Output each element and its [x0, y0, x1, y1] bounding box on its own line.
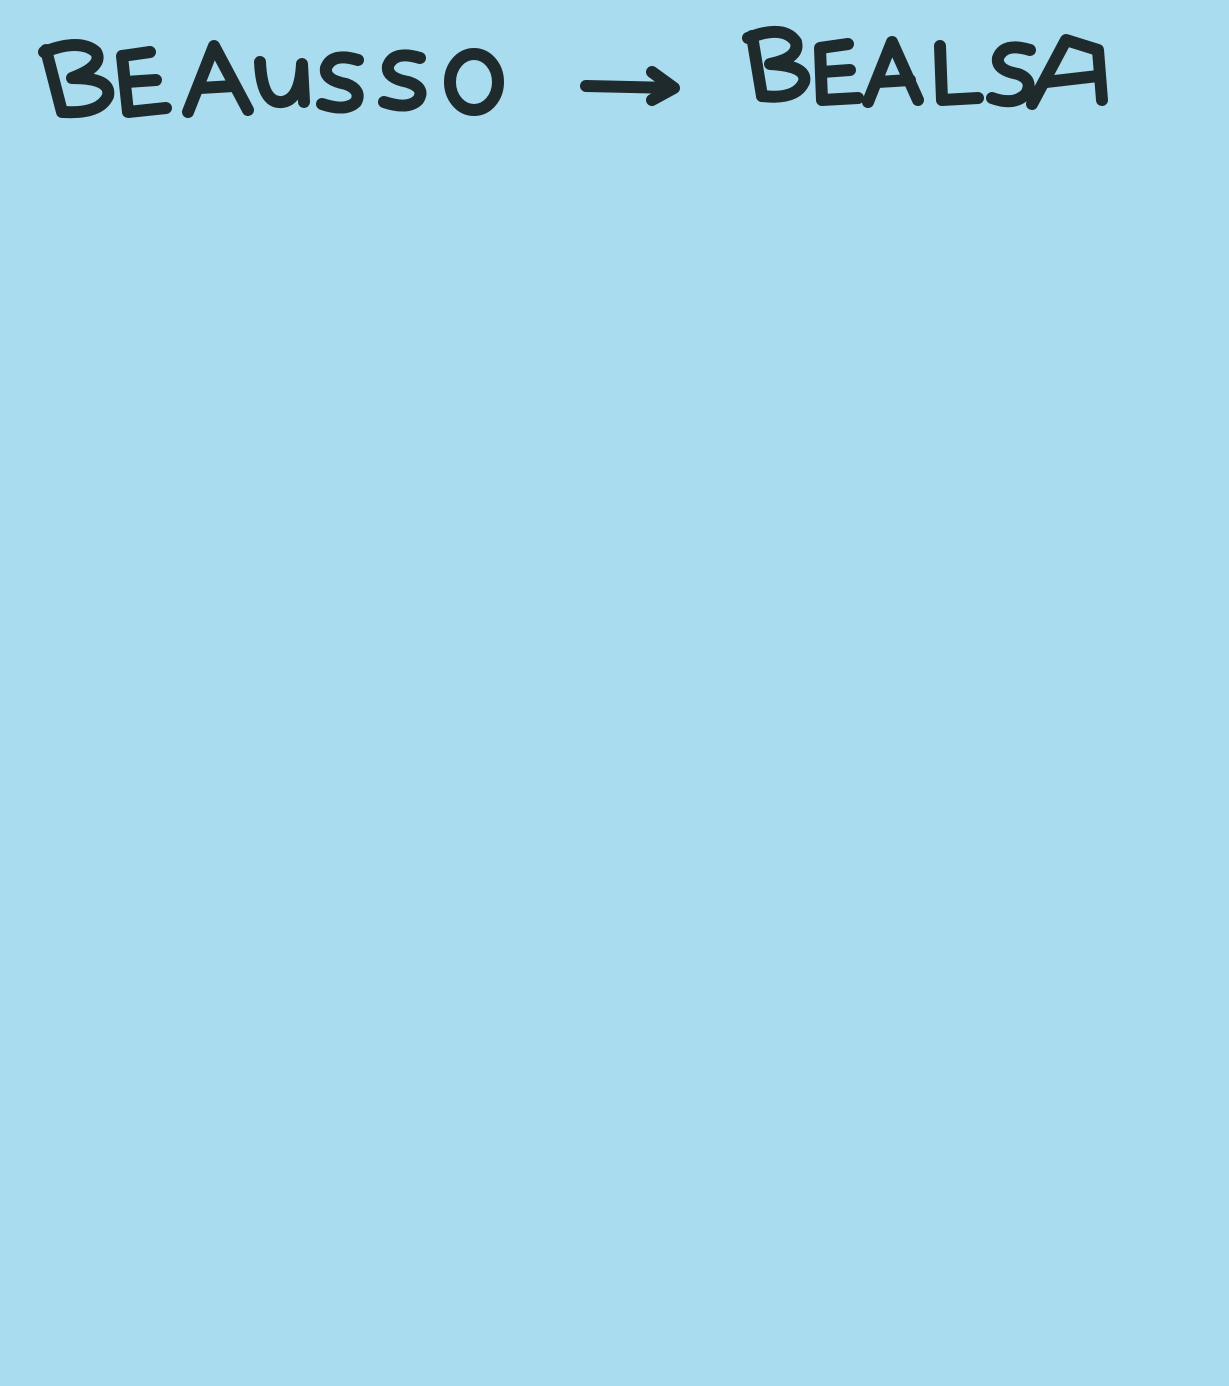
handwriting-drawing — [0, 0, 1229, 160]
arrow-drawing — [586, 72, 674, 100]
source-word-drawing — [44, 45, 498, 112]
target-word-drawing — [748, 32, 1102, 104]
